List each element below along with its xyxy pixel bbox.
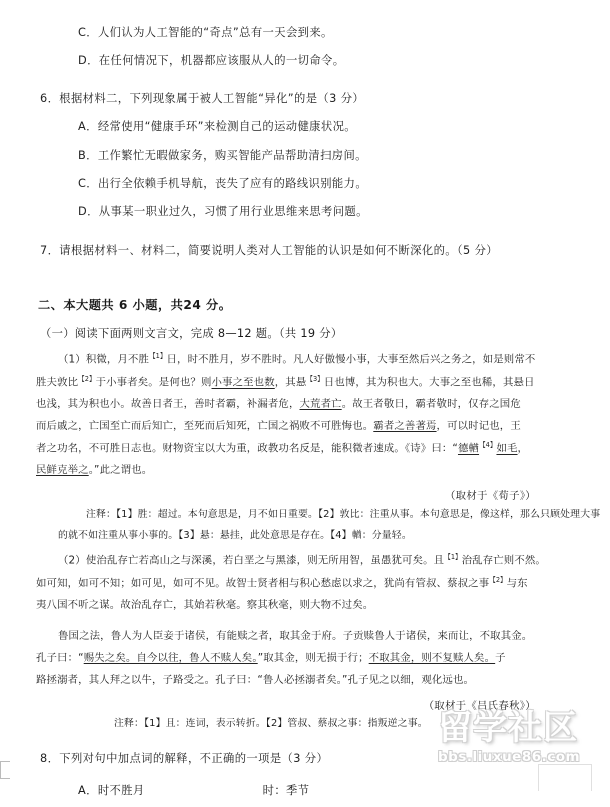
passage-2-line: 鲁国之法，鲁人为人臣妾于诸侯，有能赎之者，取其金于府。子贡赎鲁人于诸侯，来而让，不取其金。 bbox=[58, 630, 533, 643]
footnote-marker: 【4】 bbox=[479, 441, 497, 450]
option-item: D．在任何情况下，机器都应该服从人的一切命令。 bbox=[78, 53, 345, 67]
passage-text: 也浅，其为积也小。故善日者王，善时者霸，补漏者危， bbox=[36, 398, 300, 411]
underlined-text: 大荒者亡 bbox=[299, 398, 342, 411]
passage-1-line bbox=[36, 394, 552, 416]
underlined-text: 赐失之矣。自今以往，鲁人不赎人矣。 bbox=[83, 652, 258, 665]
passage-2-line: 夷八国不听之谋。故治乱存亡，其始若秋毫。察其秋毫，则大物不过矣。 bbox=[36, 598, 374, 611]
watermark-url: bbs.liuxue86.com bbox=[438, 749, 581, 765]
passage-1-notes-line: 的就不如注重从事小事的。【3】悬：悬挂，此处意思是存在。【4】輶：分量轻。 bbox=[58, 529, 412, 541]
passage-text: （2）使治乱存亡若高山之与深溪，若白垩之与黑漆，则无所用智，虽愚犹可矣。且 bbox=[58, 554, 445, 567]
passage-1-line bbox=[36, 460, 552, 482]
passage-text: 者之功名，不可胜日志也。财物资宝以大为重，政教功名反是，能积微者速成。《诗》曰：“ bbox=[36, 442, 458, 455]
passage-1-source: （取材于《荀子》） bbox=[444, 490, 536, 503]
underlined-text: 小事之至也数 bbox=[211, 376, 275, 389]
passage-text: 孔子曰：“ bbox=[36, 652, 84, 665]
passage-text: ”取其金，则无损于行； bbox=[257, 652, 369, 665]
underlined-text: 民鲜克举之 bbox=[36, 464, 89, 477]
spacer bbox=[36, 226, 552, 236]
passage-2-line bbox=[36, 571, 552, 594]
passage-text: 治乱存亡则不然。 bbox=[461, 554, 546, 567]
passage-1-notes-line: 注释：【1】胜：超过。本句意思是，月不如日重要。【2】敦比：注重从事。本句意思是，像这样，那么只顾处理大事 bbox=[86, 508, 601, 520]
passage-1-line bbox=[36, 370, 552, 393]
question-6-option-a: A．经常使用“健康手环”来检测自己的运动健康状况。 bbox=[78, 120, 356, 134]
footnote-marker: 【2】 bbox=[489, 575, 507, 584]
page-corner-mark bbox=[0, 761, 10, 779]
question-6-option-d: D．从事某一职业过久，习惯了用行业思维来思考问题。 bbox=[78, 205, 368, 219]
passage-2-source: （取材于《吕氏春秋》） bbox=[423, 699, 536, 712]
passage-text: 。故王者敬日，霸者敬时，仅存之国危 bbox=[341, 398, 521, 411]
passage-text: （1）积微，月不胜 bbox=[58, 353, 150, 366]
question-8-option-a bbox=[78, 773, 552, 807]
passage-text: 而后戚之，亡国至亡而后知亡，至死而后知死，亡国之祸败不可胜悔也。 bbox=[36, 419, 374, 432]
passage-2 bbox=[36, 548, 552, 691]
passage-1-line bbox=[36, 347, 552, 370]
question-6-option-b: B．工作繁忙无暇做家务，购买智能产品帮助清扫房间。 bbox=[78, 148, 367, 162]
passage-1-line bbox=[36, 415, 552, 437]
spacer bbox=[36, 75, 552, 85]
footnote-marker: 【3】 bbox=[306, 375, 324, 384]
passage-text: 如可知，如可不知；如可见，如可不见。故智士贤者相与积心愁虑以求之，犹尚有管叔、蔡叔之事 bbox=[36, 577, 490, 590]
passage-1 bbox=[36, 347, 552, 481]
passage-text: 胜夫敦比 bbox=[36, 376, 79, 389]
section-2-subheading: （一）阅读下面两则文言文，完成 8—12 题。（共 19 分） bbox=[40, 327, 343, 341]
passage-2-line: 路拯溺者，其人拜之以牛，子路受之。孔子曰：“鲁人必拯溺者矣。”孔子见之以细，观化远也。 bbox=[36, 673, 475, 686]
passage-2-line bbox=[36, 548, 552, 571]
question-6-option-c: C．出行全依赖手机导航，丧失了应有的路线识别能力。 bbox=[78, 176, 368, 190]
passage-text: 日也博，其为积也大。大事之至也稀，其悬日 bbox=[323, 376, 535, 389]
footnote-marker: 【1】 bbox=[444, 552, 462, 561]
passage-text: ， bbox=[517, 442, 529, 455]
footnote-marker: 【1】 bbox=[149, 351, 167, 360]
underlined-text: 如毛 bbox=[496, 442, 518, 455]
question-8-stem: 8．下列对句中加点词的解释，不正确的一项是（3 分） bbox=[40, 752, 329, 766]
spacer bbox=[36, 735, 552, 745]
option-label: A．时不胜月 bbox=[78, 783, 145, 797]
footnote-marker: 【2】 bbox=[78, 375, 96, 384]
underlined-text: 霸者之善著焉 bbox=[373, 419, 437, 432]
passage-text: ，可以时记也，王 bbox=[436, 419, 521, 432]
passage-2-line bbox=[36, 647, 552, 669]
passage-1-line bbox=[36, 437, 552, 460]
underlined-text: 德輶 bbox=[457, 442, 480, 455]
passage-text: 日，时不胜月，岁不胜时。凡人好傲慢小事，大事至然后兴之务之，如是则常不 bbox=[166, 353, 536, 366]
spacer bbox=[36, 616, 552, 626]
passage-text: 于小事者矣。是何也？则 bbox=[95, 376, 212, 389]
question-6-stem: 6．根据材料二，下列现象属于被人工智能“异化”的是（3 分） bbox=[40, 92, 365, 106]
passage-text: 。”此之谓也。 bbox=[88, 464, 153, 477]
passage-2-notes-line: 注释：【1】且：连词，表示转折。【2】管叔、蔡叔之事：指叛逆之事。 bbox=[114, 718, 428, 730]
option-item: C．人们认为人工智能的“奇点”总有一天会到来。 bbox=[78, 25, 333, 39]
section-2-heading: 二、本大题共 6 小题，共24 分。 bbox=[38, 298, 232, 313]
passage-text: 与东 bbox=[506, 577, 528, 590]
option-gloss: 时：季节 bbox=[262, 783, 310, 797]
underlined-text: 不取其金，则不复赎人矣。 bbox=[368, 652, 496, 665]
passage-text: ，其悬 bbox=[274, 376, 307, 389]
passage-text: 子 bbox=[495, 652, 506, 665]
question-7-stem: 7．请根据材料一、材料二，简要说明人类对人工智能的认识是如何不断深化的。（5 分） bbox=[40, 243, 499, 257]
watermark-title: 留学社区 bbox=[438, 708, 578, 748]
spacer bbox=[36, 264, 552, 290]
